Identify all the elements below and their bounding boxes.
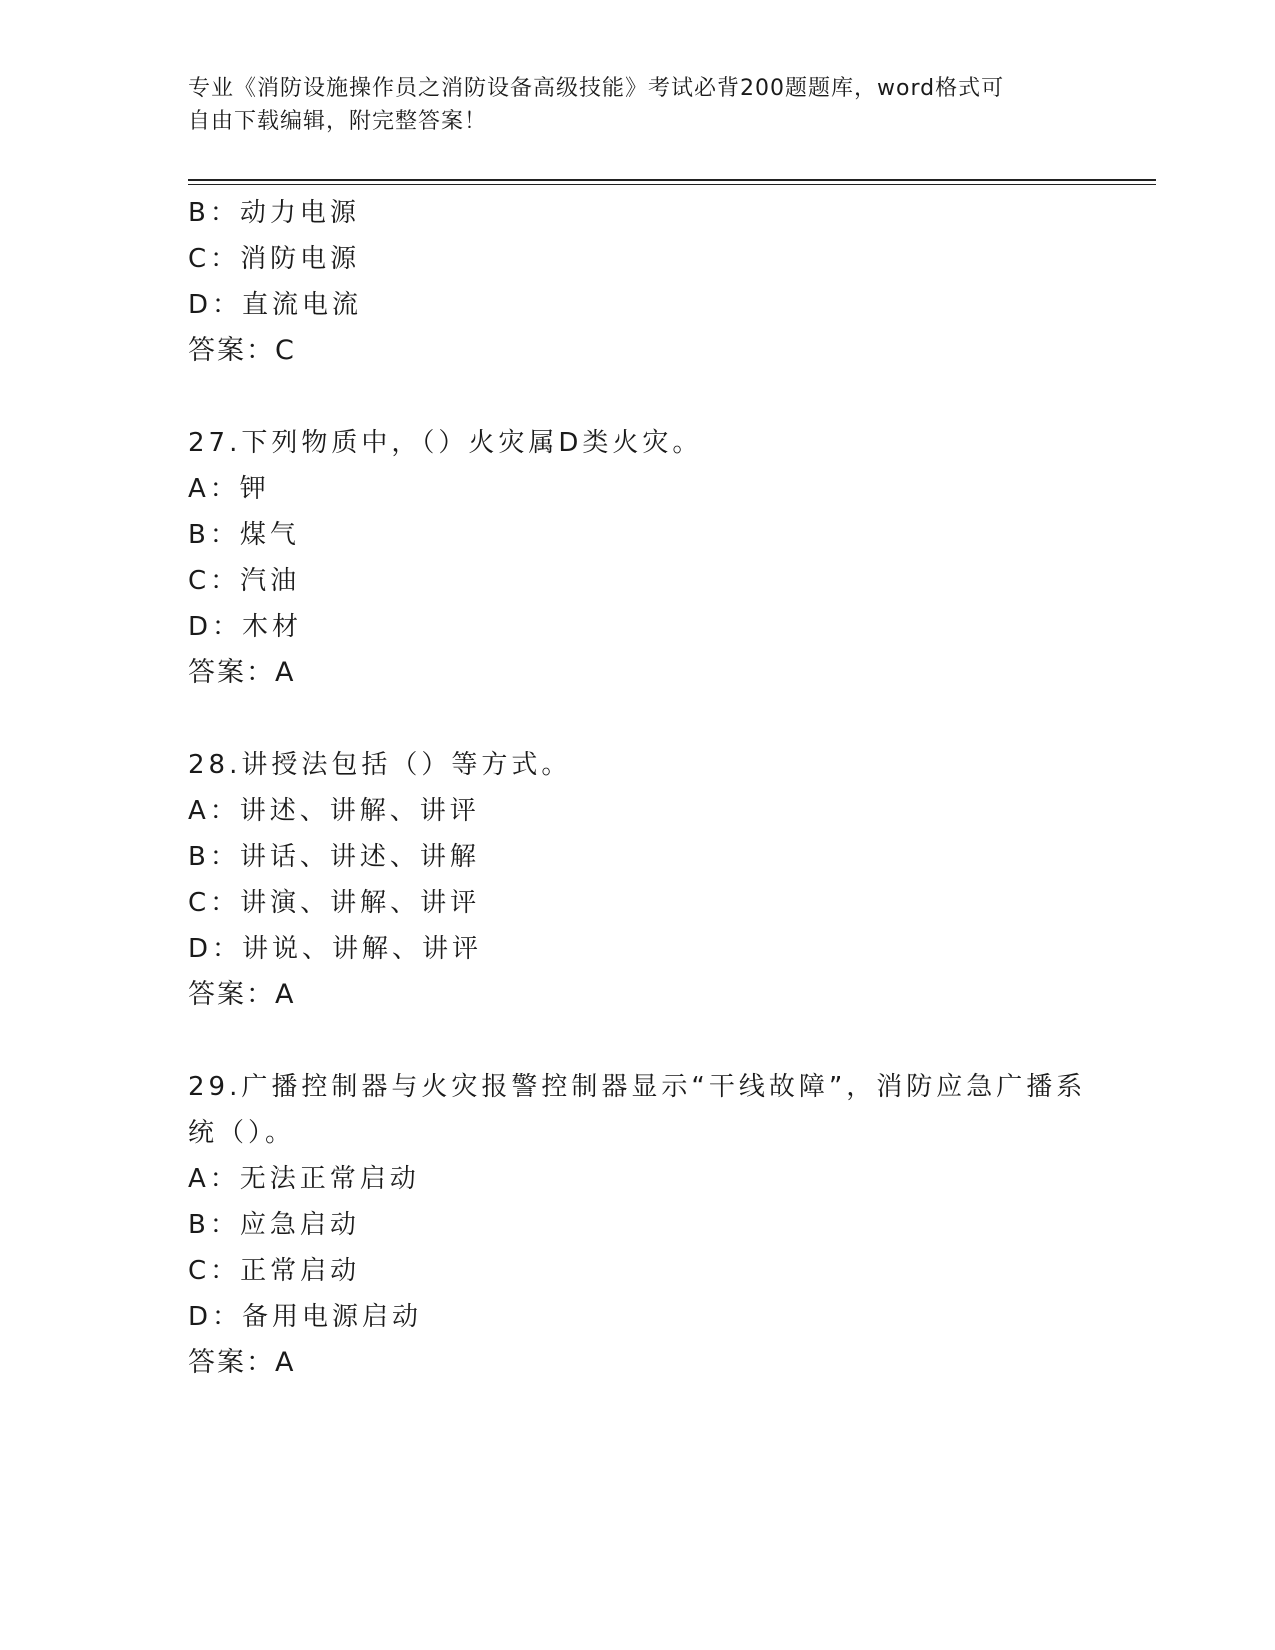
question-26-tail: [188, 190, 1088, 374]
header-line-1: 专业《消防设施操作员之消防设备高级技能》考试必背200题题库，word格式可: [188, 76, 1005, 101]
answer: 答案：A: [188, 657, 296, 688]
header-rule-thick: [188, 179, 1156, 181]
question-text-line-1: 29.广播控制器与火灾报警控制器显示“干线故障”，消防应急广播系: [188, 1072, 1087, 1102]
option-a: A：无法正常启动: [188, 1164, 420, 1194]
question-29: [188, 1064, 1088, 1386]
option-d: D：直流电流: [188, 290, 363, 320]
answer: 答案：A: [188, 1347, 296, 1378]
option-a: A：讲述、讲解、讲评: [188, 796, 480, 826]
answer: 答案：A: [188, 979, 296, 1010]
document-header: [188, 72, 1068, 138]
question-text: 28.讲授法包括（）等方式。: [188, 750, 572, 780]
question-list: [188, 190, 1088, 1386]
option-d: D：木材: [188, 612, 303, 642]
header-line-2: 自由下载编辑，附完整答案！: [188, 109, 488, 134]
question-text: 27.下列物质中，（）火灾属D类火灾。: [188, 428, 703, 458]
option-d: D：讲说、讲解、讲评: [188, 934, 483, 964]
answer: 答案：C: [188, 335, 296, 366]
option-c: C：汽油: [188, 566, 301, 596]
option-b: B：煤气: [188, 520, 300, 550]
option-c: C：正常启动: [188, 1256, 361, 1286]
question-28: [188, 742, 1088, 1018]
option-c: C：讲演、讲解、讲评: [188, 888, 481, 918]
header-rule-thin: [188, 184, 1156, 185]
option-a: A：钾: [188, 474, 270, 504]
option-d: D：备用电源启动: [188, 1302, 423, 1332]
option-b: B：讲话、讲述、讲解: [188, 842, 480, 872]
question-text-line-2: 统（）。: [188, 1118, 296, 1148]
option-c: C：消防电源: [188, 244, 361, 274]
option-b: B：动力电源: [188, 198, 360, 228]
option-b: B：应急启动: [188, 1210, 360, 1240]
question-27: [188, 420, 1088, 696]
